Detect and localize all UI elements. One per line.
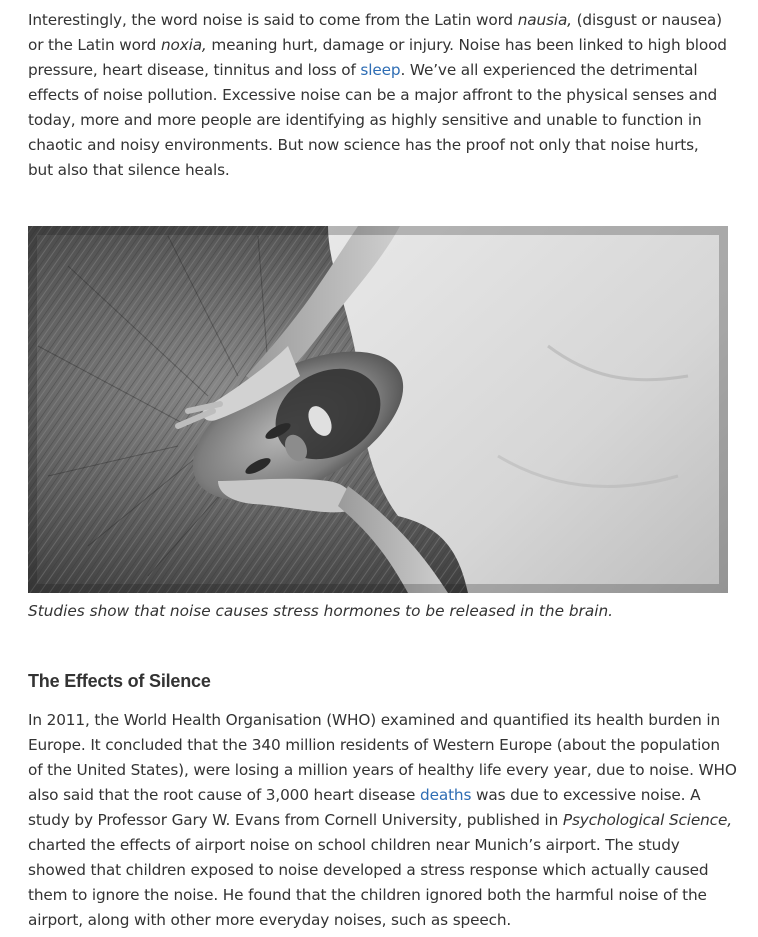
intro-text-4: . We’ve all experienced the detrimental effects of noise pollution. Excessive noise can be a major affront to the physical senses and today, more and more people are identifying as highly sensitive and unable to function in chaotic and noisy environments. But now science has the proof not only that noise hurts, but also that silence heals. — [28, 61, 718, 179]
intro-text-2: (disgust or nausea) or the Latin word — [28, 11, 722, 54]
intro-text-3: meaning hurt, damage or injury. Noise has been linked to high blood pressure, heart disease, tinnitus and loss of — [28, 36, 727, 79]
body-text-2: was due to excessive noise. A study by Professor Gary W. Evans from Cornell University, published in — [28, 786, 701, 829]
article — [28, 8, 737, 929]
intro-paragraph — [28, 8, 728, 183]
man-covering-ears-photo — [28, 226, 728, 593]
body-italic-journal: Psychological Science, — [562, 811, 732, 829]
intro-italic-nausia: nausia, — [517, 11, 572, 29]
body-text-1: In 2011, the World Health Organisation (WHO) examined and quantified its health burden in Europe. It concluded that the 340 million residents of Western Europe (about the population of the United States), were losing a million years of healthy life every year, due to noise. WHO also said that the root cause of 3,000 heart disease — [28, 711, 737, 804]
deaths-link[interactable]: deaths — [420, 786, 472, 804]
sleep-link[interactable]: sleep — [360, 61, 401, 79]
body-paragraph — [28, 708, 738, 933]
body-text-3: charted the effects of airport noise on school children near Munich’s airport. The study showed that children exposed to noise developed a stress response which actually caused them to ignore the noise. He found that the children ignored both the harmful noise of the airport, along with other more everyday noises, such as speech. — [28, 836, 709, 929]
figure-caption: Studies show that noise causes stress hormones to be released in the brain. — [28, 602, 614, 620]
article-figure — [28, 226, 728, 623]
section-heading: The Effects of Silence — [28, 671, 211, 691]
intro-text-1: Interestingly, the word noise is said to come from the Latin word — [28, 11, 518, 29]
intro-italic-noxia: noxia, — [160, 36, 207, 54]
